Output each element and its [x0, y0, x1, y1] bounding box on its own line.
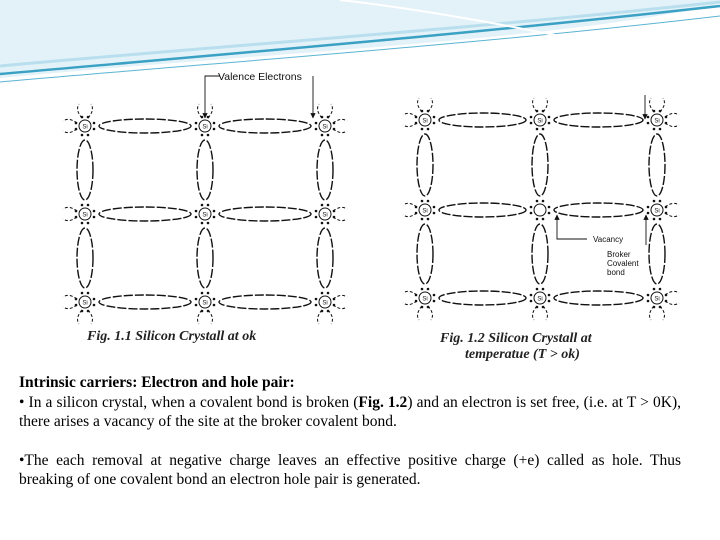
body-text	[19, 373, 681, 490]
paragraph-2: •The each removal at negative charge leaves an effective positive charge (+e) called as hole. Thus breaking of one covalent bond an electron hole pair is generated.	[19, 451, 681, 488]
paragraph-1: • In a silicon crystal, when a covalent bond is broken (Fig. 1.2) and an electron is set free, (i.e. at T > 0K), there arises a vacancy of the site at the broker covalent bond.	[19, 393, 681, 430]
covalent-bond-v	[197, 140, 213, 200]
covalent-bond-v	[649, 134, 665, 196]
covalent-bond-h	[554, 113, 643, 127]
covalent-bond-h	[439, 291, 526, 305]
svg-text:Si: Si	[322, 124, 328, 131]
silicon-atom	[195, 204, 216, 225]
svg-text:Si: Si	[422, 208, 428, 215]
covalent-bond-v	[649, 224, 665, 284]
vacancy-pointer	[557, 215, 587, 239]
silicon-atom	[415, 288, 436, 309]
fig1-lattice	[63, 104, 347, 324]
svg-text:Si: Si	[422, 296, 428, 303]
covalent-bond-v	[532, 224, 548, 284]
silicon-atom	[75, 292, 96, 313]
silicon-atom	[315, 292, 336, 313]
silicon-atom	[415, 110, 436, 131]
section-heading: Intrinsic carriers: Electron and hole pair:	[19, 374, 295, 391]
svg-text:Si: Si	[202, 124, 208, 131]
broken-bond-label-2: Covalent	[607, 259, 639, 268]
figure-1-caption: Fig. 1.1 Silicon Crystall at ok	[87, 329, 257, 344]
figure-reference: Fig. 1.2	[358, 393, 408, 411]
svg-text:Si: Si	[202, 300, 208, 307]
silicon-atom	[315, 204, 336, 225]
figure-2-caption	[440, 331, 592, 363]
silicon-atom	[315, 116, 336, 137]
svg-text:Si: Si	[322, 212, 328, 219]
covalent-bond-h	[99, 295, 191, 309]
covalent-bond-h	[554, 203, 643, 217]
covalent-bond-v	[77, 140, 93, 200]
svg-text:Si: Si	[537, 296, 543, 303]
svg-text:Si: Si	[322, 300, 328, 307]
svg-text:Si: Si	[82, 212, 88, 219]
broken-bond-label-3: bond	[607, 268, 625, 277]
covalent-bond-h	[99, 207, 191, 221]
covalent-bond-h	[439, 113, 526, 127]
svg-text:Si: Si	[422, 118, 428, 125]
vacancy-site	[530, 200, 551, 221]
silicon-atom	[75, 204, 96, 225]
covalent-bond-v	[532, 134, 548, 196]
svg-text:Si: Si	[654, 118, 660, 125]
covalent-bond-h	[99, 119, 191, 133]
svg-text:Si: Si	[537, 118, 543, 125]
figure-2-caption-line1: Fig. 1.2 Silicon Crystall at	[440, 331, 592, 346]
figure-silicon-crystal-above-0k	[395, 85, 695, 330]
covalent-bond-h	[219, 207, 311, 221]
svg-text:Si: Si	[82, 300, 88, 307]
fig2-lattice	[403, 98, 679, 320]
svg-text:Si: Si	[82, 124, 88, 131]
covalent-bond-h	[439, 203, 526, 217]
broken-bond-label-1: Broker	[607, 250, 631, 259]
silicon-atom	[195, 116, 216, 137]
covalent-bond-h	[554, 291, 643, 305]
covalent-bond-v	[317, 228, 333, 288]
covalent-bond-v	[317, 140, 333, 200]
covalent-bond-v	[417, 134, 433, 196]
covalent-bond-v	[77, 228, 93, 288]
silicon-atom	[75, 116, 96, 137]
vacancy-label: Vacancy	[593, 235, 624, 244]
silicon-atom	[647, 110, 668, 131]
svg-text:Si: Si	[202, 212, 208, 219]
covalent-bond-v	[197, 228, 213, 288]
svg-text:Si: Si	[654, 296, 660, 303]
silicon-atom	[195, 292, 216, 313]
covalent-bond-h	[219, 295, 311, 309]
silicon-atom	[530, 110, 551, 131]
figure-2-caption-line2: temperatue (T > ok)	[465, 347, 580, 362]
svg-text:Si: Si	[654, 208, 660, 215]
valence-electrons-label: Valence Electrons	[218, 71, 302, 83]
silicon-atom	[647, 288, 668, 309]
silicon-atom	[415, 200, 436, 221]
covalent-bond-h	[219, 119, 311, 133]
silicon-atom	[530, 288, 551, 309]
figure-silicon-crystal-0k	[55, 62, 375, 337]
covalent-bond-v	[417, 224, 433, 284]
silicon-atom	[647, 200, 668, 221]
